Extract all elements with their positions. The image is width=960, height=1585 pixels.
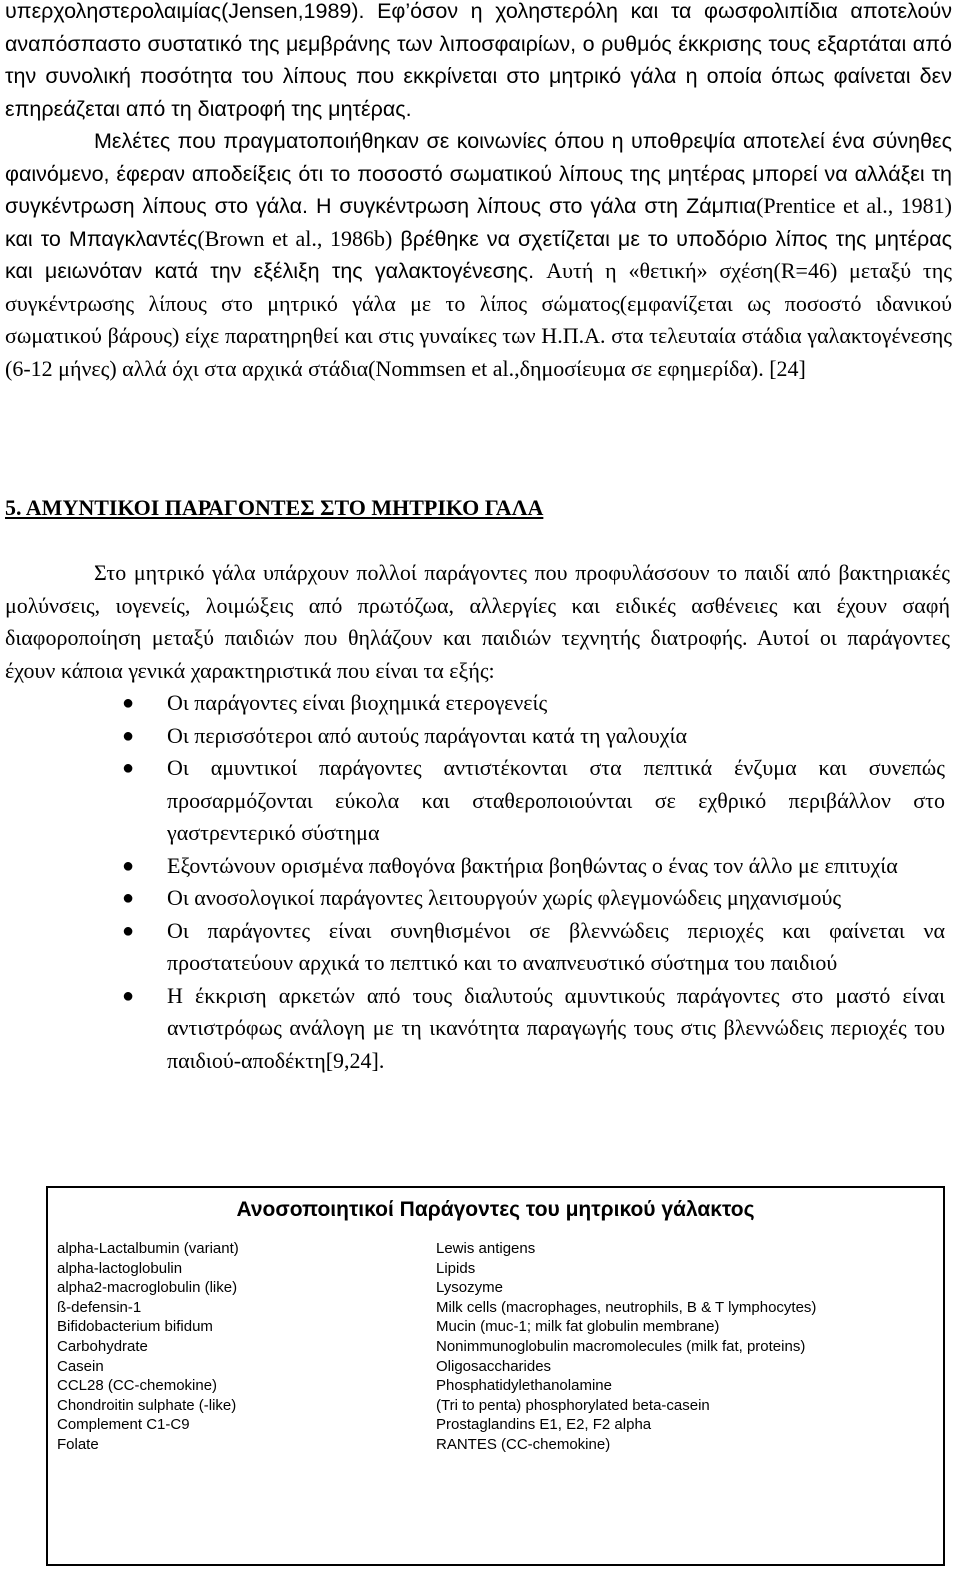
immune-factors-box bbox=[46, 1186, 945, 1566]
bullet-icon: ● bbox=[122, 887, 135, 909]
list-item-text: Οι ανοσολογικοί παράγοντες λειτουργούν χωρίς φλεγμονώδεις μηχανισμούς bbox=[167, 885, 842, 910]
factor-item: Complement C1-C9 bbox=[57, 1416, 190, 1434]
paragraph-text-d: Αυτή η «θετική» σχέση(R=46) μεταξύ της συγκέντρωσης λίπους στο μητρικό γάλα με το λίπος σώματος(εμφανίζεται ως ποσοστό ιδανικού σωματικού βάρους) είχε παρατηρηθεί και στις γυναίκες των Η.Π.Α. στα τελευταία στάδια γαλακτογένεσης (6-12 μήνες) αλλά όχι στα αρχικά στάδια(Nommsen et al.,δημοσίευμα σε εφημερίδα). [24] bbox=[5, 258, 952, 381]
list-item bbox=[0, 687, 945, 720]
list-item-text: Η έκκριση αρκετών από τους διαλυτούς αμυντικούς παράγοντες στο μαστό είναι αντιστρόφως ανάλογη με τη ικανότητα παραγωγής τους στις βλεννώδεις περιοχές του παιδιού-αποδέκτη[9,24]. bbox=[167, 982, 945, 1073]
factor-item: Chondroitin sulphate (-like) bbox=[57, 1396, 237, 1414]
factor-item: Prostaglandins E1, E2, F2 alpha bbox=[436, 1416, 652, 1434]
paragraph-text-a: Μελέτες που πραγματοποιήθηκαν σε κοινωνίες όπου η υποθρεψία αποτελεί ένα σύνηθες φαινόμενο, έφεραν αποδείξεις ότι το ποσοστό σωματικού λίπους της μητέρας μπορεί να αλλάξει τη συγκέντρωση λίπους στο γάλα. Η συγκέντρωση λίπους στο γάλα στη Ζάμπια bbox=[5, 129, 952, 218]
list-item-text: Οι παράγοντες είναι συνηθισμένοι σε βλεννώδεις περιοχές και φαίνεται να προστατεύουν αρχικά το πεπτικό και το αναπνευστικό σύστημα του παιδιού bbox=[167, 917, 945, 975]
bullet-icon: ● bbox=[122, 757, 135, 779]
factor-item: Oligosaccharides bbox=[436, 1357, 552, 1375]
characteristics-list bbox=[0, 687, 960, 1077]
factor-item: Bifidobacterium bifidum bbox=[57, 1318, 213, 1336]
factor-item: Mucin (muc-1; milk fat globulin membrane) bbox=[436, 1318, 720, 1336]
citation-prentice-year: , 1981) bbox=[887, 193, 953, 218]
factor-item: Lewis antigens bbox=[436, 1240, 536, 1257]
list-item bbox=[0, 720, 945, 753]
factor-item: Casein bbox=[57, 1357, 104, 1375]
factor-item: alpha-lactoglobulin bbox=[57, 1259, 183, 1277]
bullet-icon: ● bbox=[122, 724, 135, 747]
paragraph-text-c: βρέθηκε να σχετίζεται με το υποδόριο λίπος της μητέρας και μειωνόταν κατά την εξέλιξη της γαλακτογένεσης. bbox=[5, 226, 952, 283]
factor-item: Carbohydrate bbox=[57, 1337, 148, 1355]
bullet-icon: ● bbox=[122, 692, 135, 714]
factor-item: RANTES (CC-chemokine) bbox=[436, 1435, 611, 1453]
factor-item: Lipids bbox=[436, 1259, 476, 1277]
list-item-text: Εξοντώνουν ορισμένα παθογόνα βακτήρια βοηθώντας ο ένας τον άλλο με επιτυχία bbox=[167, 852, 898, 878]
paragraph-defensive-text: Στο μητρικό γάλα υπάρχουν πολλοί παράγοντες που προφυλάσσουν το παιδί από βακτηριακές μολύνσεις, ιογενείς, λοιμώξεις από πρωτόζωα, αλλεργίες και ειδικές ασθένειες και έχουν σαφή διαφοροποίηση μεταξύ παιδιών που θηλάζουν και παιδιών τεχνητής διατροφής. Αυτοί οι παράγοντες έχουν κάποια γενικά χαρακτηριστικά που είναι τα εξής: bbox=[5, 560, 950, 683]
paragraph-fat-composition bbox=[5, 0, 952, 385]
factor-item: alpha-Lactalbumin (variant) bbox=[57, 1240, 239, 1257]
list-item-text: Οι περισσότεροι από αυτούς παράγονται κατά τη γαλουχία bbox=[167, 722, 687, 748]
factors-box-title: Ανοσοποιητικοί Παράγοντες του μητρικού γάλακτος bbox=[236, 1198, 755, 1221]
factor-item: Nonimmunoglobulin macromolecules (milk fat, proteins) bbox=[436, 1337, 806, 1355]
factor-item: CCL28 (CC-chemokine) bbox=[57, 1377, 218, 1395]
factor-item: Phosphatidylethanolamine bbox=[436, 1377, 612, 1395]
list-item bbox=[0, 980, 945, 1078]
bullet-icon: ● bbox=[122, 854, 135, 877]
factor-item: (Tri to penta) phosphorylated beta-casein bbox=[436, 1396, 710, 1414]
paragraph-lead-text: υπερχοληστερολαιμίας(Jensen,1989). Εφ’όσον η χοληστερόλη και τα φωσφολιπίδια αποτελούν αναπόσπαστο συστατικό της μεμβράνης των λιποσφαιρίων, ο ρυθμός έκκρισης τους εξαρτάται από την συνολική ποσότητα του λίπους που εκκρίνεται στο μητρικό γάλα η οποία όπως φαίνεται δεν επηρεάζεται από τη διατροφή της μητέρας. bbox=[5, 0, 952, 121]
list-item-text: Οι αμυντικοί παράγοντες αντιστέκονται στα πεπτικά ένζυμα και συνεπώς προσαρμόζονται εύκολα και σταθεροποιούνται σε εχθρικό περιβάλλον στο γαστρεντερικό σύστημα bbox=[167, 755, 945, 845]
factor-item: Lysozyme bbox=[436, 1279, 503, 1297]
factors-left-column bbox=[57, 1239, 427, 1455]
list-item bbox=[0, 850, 945, 883]
citation-brown: (Brown et al. bbox=[197, 225, 317, 251]
citation-prentice: (Prentice et al. bbox=[756, 193, 888, 218]
section-heading: 5. ΑΜΥΝΤΙΚΟΙ ΠΑΡΑΓΟΝΤΕΣ ΣΤΟ ΜΗΤΡΙΚΟ ΓΑΛΑ bbox=[5, 495, 544, 520]
paragraph-text-b: και το Μπαγκλαντές bbox=[5, 226, 198, 251]
list-item bbox=[0, 882, 945, 915]
factor-item: alpha2-macroglobulin (like) bbox=[57, 1279, 238, 1297]
list-item bbox=[0, 752, 945, 850]
paragraph-defensive-factors bbox=[5, 557, 950, 687]
factor-item: ß-defensin-1 bbox=[57, 1298, 142, 1316]
bullet-icon: ● bbox=[122, 919, 135, 942]
list-item bbox=[0, 915, 945, 980]
factor-item: Folate bbox=[57, 1435, 99, 1453]
citation-brown-year: , 1986b) bbox=[316, 225, 393, 251]
bullet-icon: ● bbox=[122, 984, 135, 1007]
factor-item: Milk cells (macrophages, neutrophils, B & T lymphocytes) bbox=[436, 1298, 817, 1316]
list-item-text: Οι παράγοντες είναι βιοχημικά ετερογενείς bbox=[167, 690, 548, 715]
factors-right-column bbox=[436, 1239, 941, 1455]
